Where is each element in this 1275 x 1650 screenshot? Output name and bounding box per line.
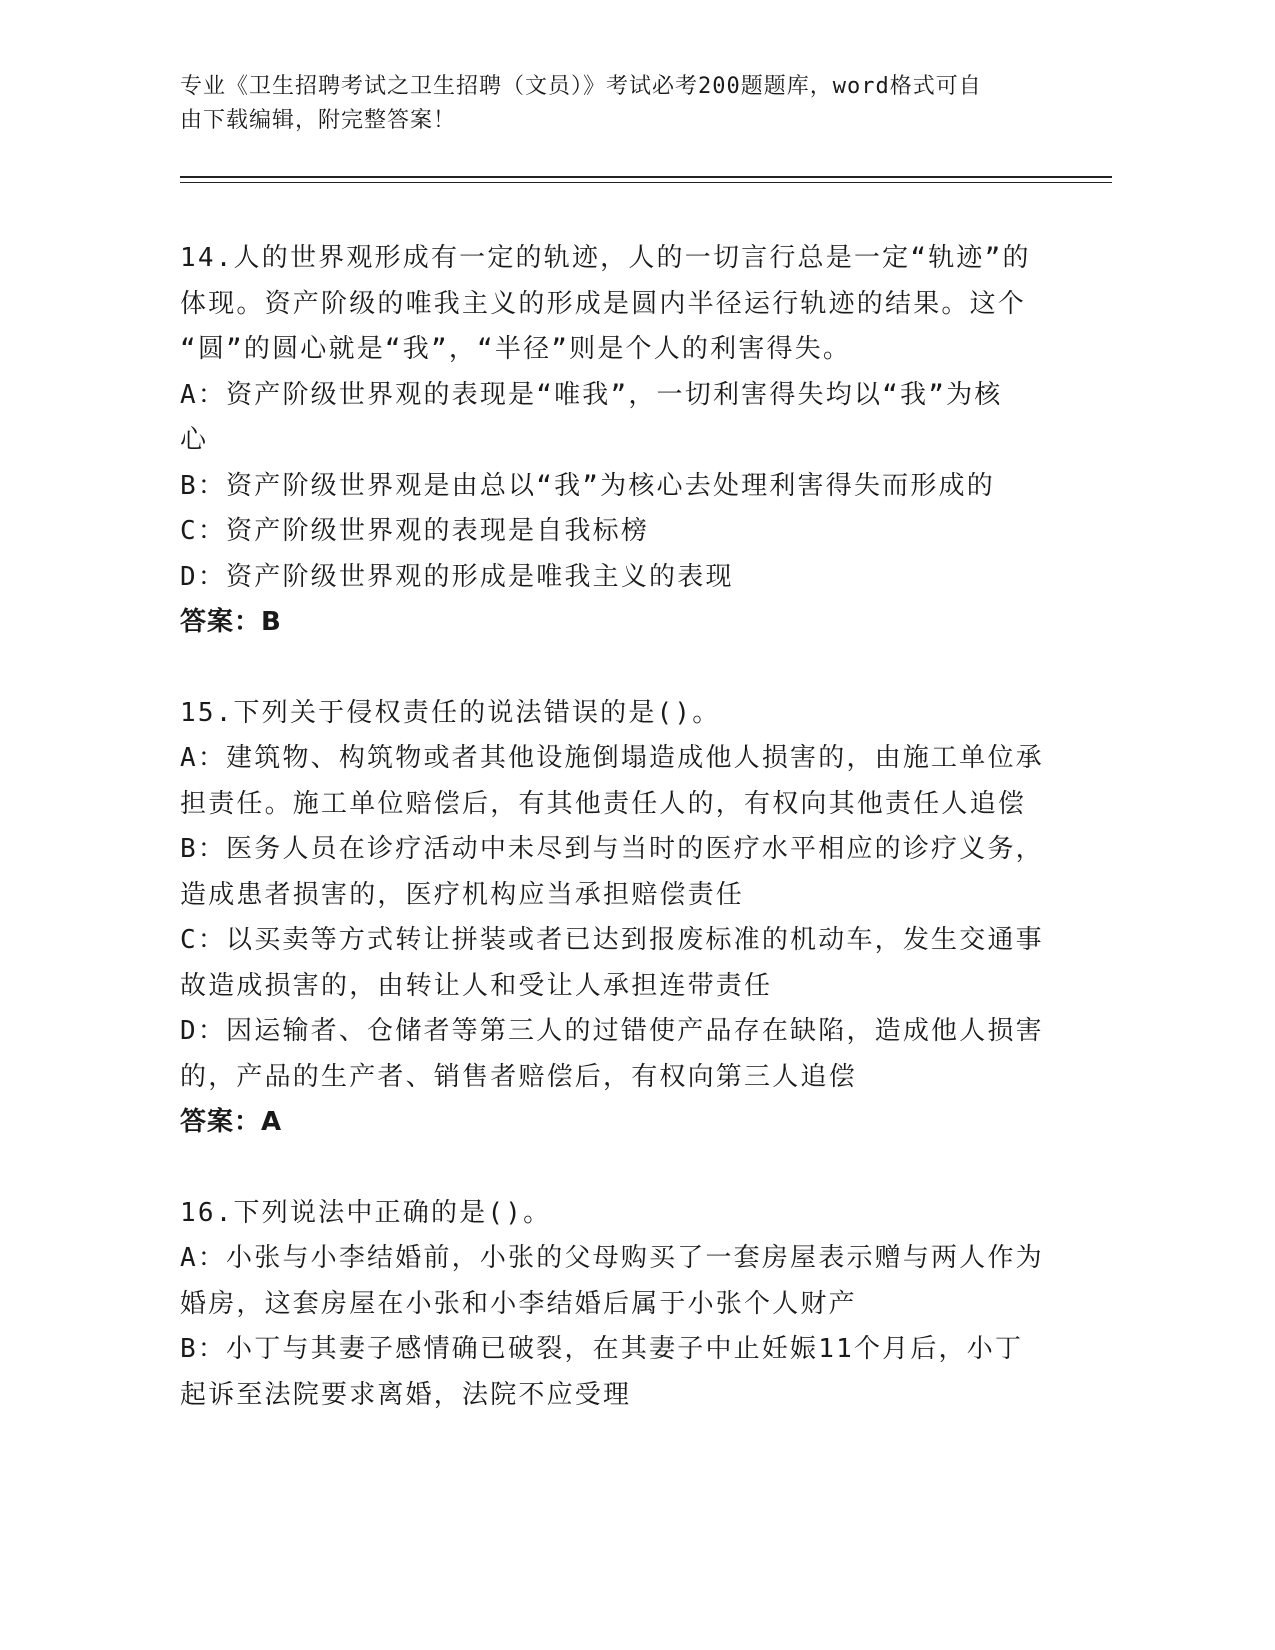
question-item bbox=[180, 691, 1050, 1146]
answer-option-line: 担责任。施工单位赔偿后，有其他责任人的，有权向其他责任人追偿 bbox=[180, 788, 1027, 819]
answer-option-line: 故造成损害的，由转让人和受让人承担连带责任 bbox=[180, 970, 773, 1001]
answer-option-line: A：建筑物、构筑物或者其他设施倒塌造成他人损害的，由施工单位承 bbox=[180, 743, 1044, 773]
question-stem-line: 16.下列说法中正确的是()。 bbox=[180, 1197, 552, 1228]
answer-option-line: C：资产阶级世界观的表现是自我标榜 bbox=[180, 516, 650, 546]
document-header bbox=[180, 70, 1060, 138]
header-line: 由下载编辑，附完整答案！ bbox=[180, 108, 457, 133]
answer-option bbox=[180, 555, 1050, 601]
answer-option-line: 起诉至法院要求离婚，法院不应受理 bbox=[180, 1379, 632, 1410]
answer-option-line: D：因运输者、仓储者等第三人的过错使产品存在缺陷，造成他人损害 bbox=[180, 1016, 1044, 1046]
question-item bbox=[180, 1191, 1050, 1419]
answer-option bbox=[180, 736, 1050, 827]
answer-option bbox=[180, 827, 1050, 918]
header-divider bbox=[180, 176, 1112, 178]
answer-option bbox=[180, 1236, 1050, 1327]
answer-option bbox=[180, 373, 1050, 464]
question-stem-line: “圆”的圆心就是“我”，“半径”则是个人的利害得失。 bbox=[180, 334, 852, 364]
answer-option bbox=[180, 1009, 1050, 1100]
answer-option bbox=[180, 918, 1050, 1009]
answer-option bbox=[180, 509, 1050, 555]
answer-option-line: A：资产阶级世界观的表现是“唯我”，一切利害得失均以“我”为核 bbox=[180, 379, 1003, 410]
answer-option bbox=[180, 464, 1050, 510]
question-list bbox=[180, 236, 1050, 1463]
answer-option-line: B：小丁与其妻子感情确已破裂，在其妻子中止妊娠11个月后，小丁 bbox=[180, 1334, 1024, 1364]
answer-option-line: 造成患者损害的，医疗机构应当承担赔偿责任 bbox=[180, 879, 745, 910]
question-stem-line: 体现。资产阶级的唯我主义的形成是圆内半径运行轨迹的结果。这个 bbox=[180, 288, 1027, 319]
header-divider-thin bbox=[180, 182, 1112, 183]
question-item bbox=[180, 236, 1050, 646]
header-line: 专业《卫生招聘考试之卫生招聘（文员）》考试必考200题题库，word格式可自 bbox=[180, 74, 982, 99]
answer-option-line: 的，产品的生产者、销售者赔偿后，有权向第三人追偿 bbox=[180, 1061, 857, 1092]
answer-option-line: B：资产阶级世界观是由总以“我”为核心去处理利害得失而形成的 bbox=[180, 470, 995, 501]
answer-key: 答案：B bbox=[180, 607, 282, 637]
question-stem-line: 15.下列关于侵权责任的说法错误的是()。 bbox=[180, 697, 721, 728]
answer-option-line: 心 bbox=[180, 425, 209, 455]
question-stem-line: 14.人的世界观形成有一定的轨迹，人的一切言行总是一定“轨迹”的 bbox=[180, 243, 1031, 273]
answer-option-line: B：医务人员在诊疗活动中未尽到与当时的医疗水平相应的诊疗义务， bbox=[180, 834, 1044, 864]
answer-option-line: A：小张与小李结婚前，小张的父母购买了一套房屋表示赠与两人作为 bbox=[180, 1243, 1044, 1273]
answer-key: 答案：A bbox=[180, 1107, 283, 1137]
answer-option bbox=[180, 1327, 1050, 1418]
answer-option-line: D：资产阶级世界观的形成是唯我主义的表现 bbox=[180, 561, 734, 592]
answer-option-line: 婚房，这套房屋在小张和小李结婚后属于小张个人财产 bbox=[180, 1288, 857, 1319]
answer-option-line: C：以买卖等方式转让拼装或者已达到报废标准的机动车，发生交通事 bbox=[180, 925, 1044, 955]
